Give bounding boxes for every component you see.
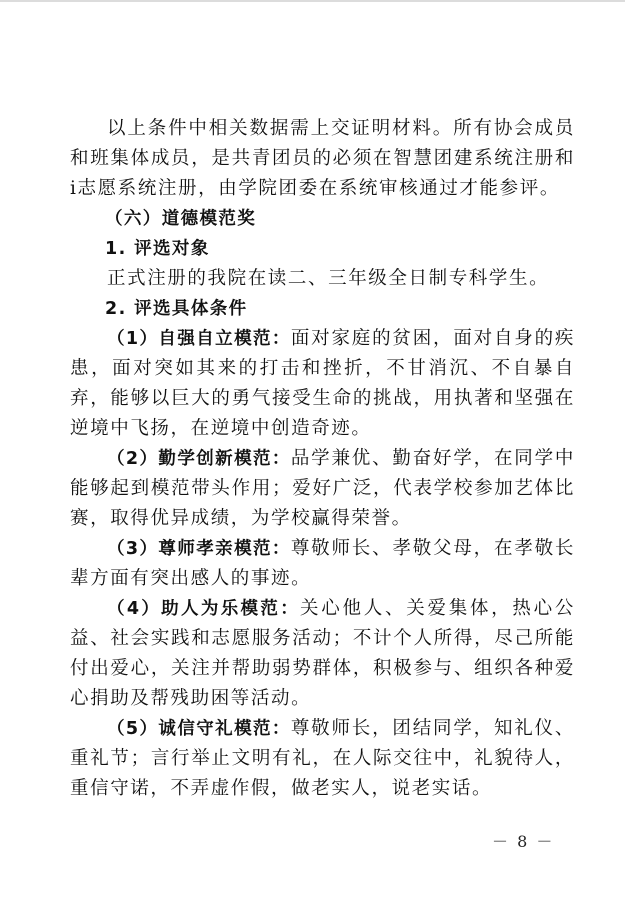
subheading-selection-target: 1. 评选对象 (105, 239, 210, 259)
document-body (70, 114, 575, 804)
paragraph-conditions-note: 以上条件中相关数据需上交证明材料。所有协会成员和班集体成员，是共青团员的必须在智慧团建系统注册和i志愿系统注册，由学院团委在系统审核通过才能参评。 (70, 118, 575, 199)
list-item-integrity-courtesy-model (70, 714, 575, 804)
item-lead: （5）诚信守礼模范： (107, 719, 291, 739)
item-lead: （4）助人为乐模范： (107, 599, 301, 619)
item-text: 关心他人、关爱集体，热心公益、社会实践和志愿服务活动；不计个人所得，尽己所能付出爱心，关注并帮助弱势群体，积极参与、组织各种爱心捐助及帮残助困等活动。 (70, 598, 575, 709)
list-item-respect-filial-model (70, 534, 575, 594)
list-item-helping-others-model (70, 594, 575, 714)
list-item-diligence-innovation-model (70, 444, 575, 534)
list-item-self-reliance-model (70, 324, 575, 444)
item-text: 品学兼优、勤奋好学，在同学中能够起到模范带头作用；爱好广泛，代表学校参加艺体比赛，取得优异成绩，为学校赢得荣誉。 (70, 448, 575, 529)
item-text: 尊敬师长、孝敬父母，在孝敬长辈方面有突出感人的事迹。 (70, 538, 575, 589)
subheading-selection-conditions: 2. 评选具体条件 (105, 299, 248, 319)
paragraph-selection-target: 正式注册的我院在读二、三年级全日制专科学生。 (107, 268, 550, 289)
item-text: 面对家庭的贫困，面对自身的疾患，面对突如其来的打击和挫折，不甘消沉、不自暴自弃，能够以巨大的勇气接受生命的挑战，用执著和坚强在逆境中飞扬，在逆境中创造奇迹。 (70, 328, 575, 439)
item-text: 尊敬师长，团结同学，知礼仪、重礼节；言行举止文明有礼，在人际交往中，礼貌待人，重信守诺，不弄虚作假，做老实人，说老实话。 (70, 718, 575, 799)
section-heading-moral-model-award: （六）道德模范奖 (105, 209, 257, 229)
item-lead: （3）尊师孝亲模范： (107, 539, 291, 559)
top-divider (0, 0, 625, 2)
item-lead: （1）自强自立模范： (107, 329, 291, 349)
item-lead: （2）勤学创新模范： (107, 449, 291, 469)
page-number: － 8 － (492, 832, 555, 851)
